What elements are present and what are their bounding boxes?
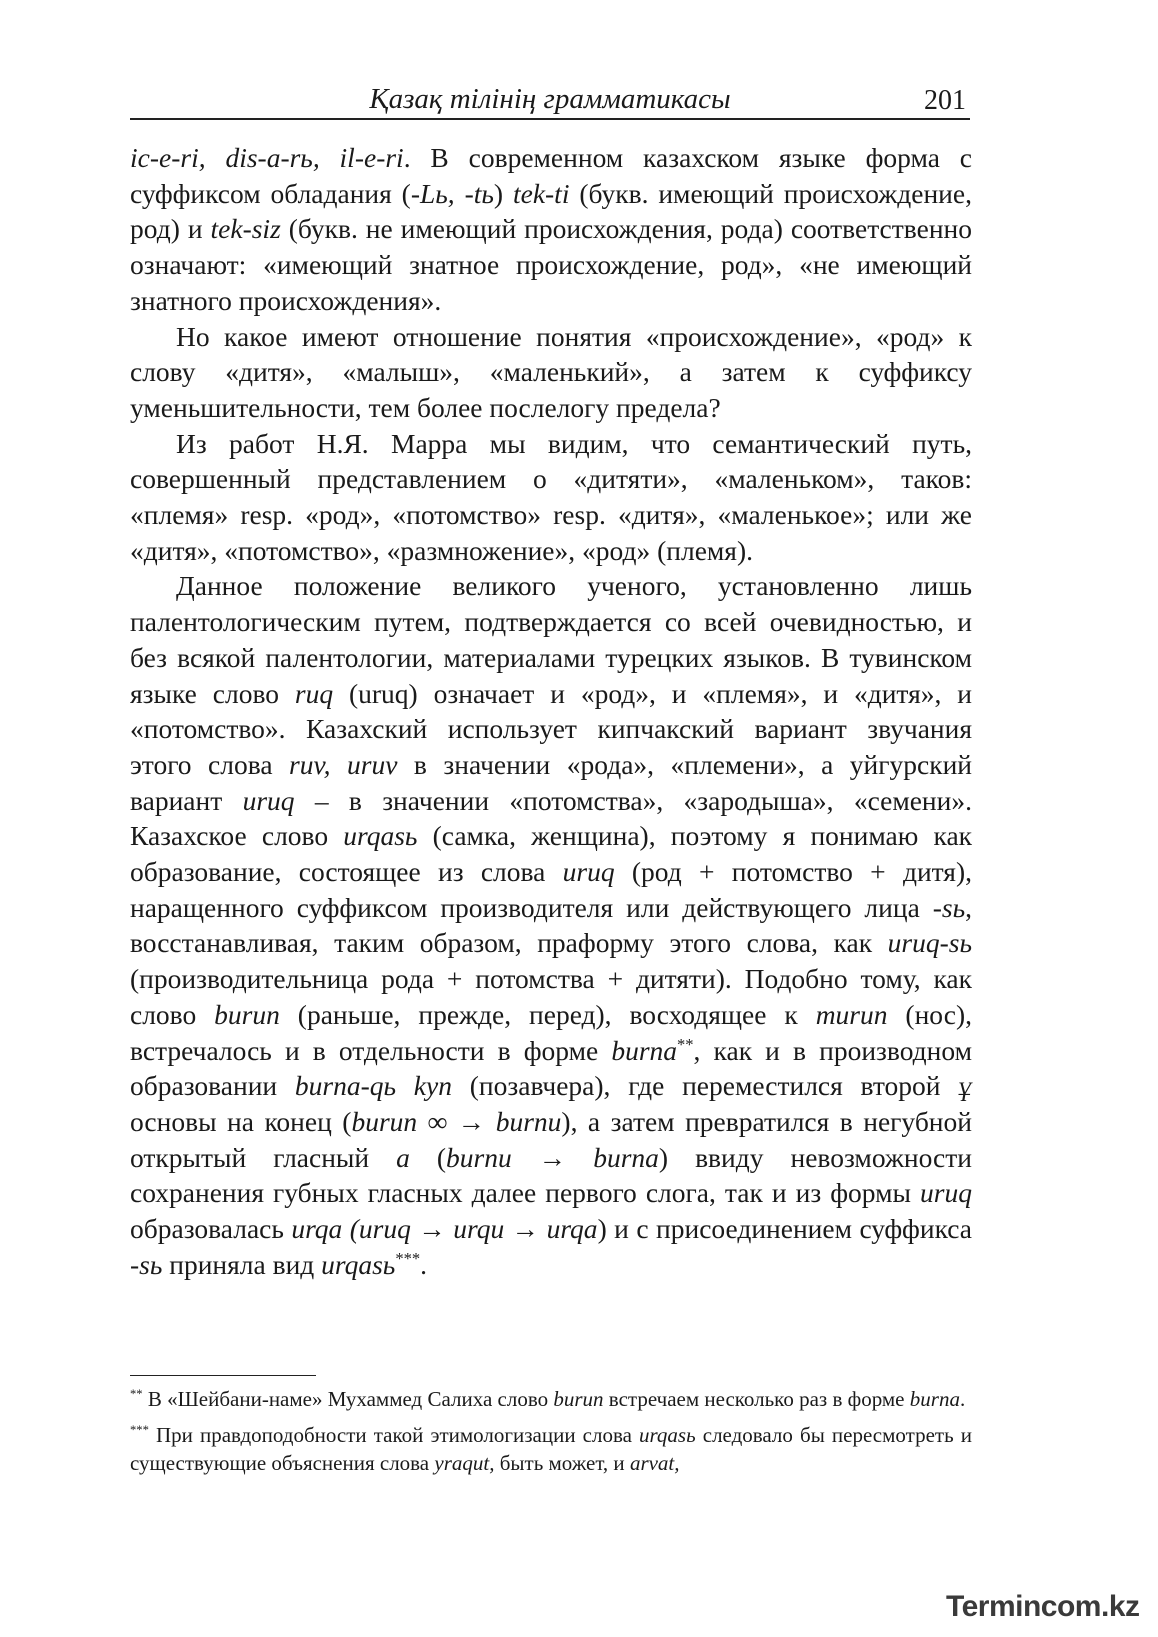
text-run: ) ввиду невозможности сохранения губных гласных далее первого слога, так и из формы: [130, 1141, 972, 1209]
text-run: (букв. не имеющий происхождения, рода) соответственно означают: «имеющий знатное происхождение, род», «не имеющий знатного происхождения».: [130, 213, 972, 316]
footnote-separator: [130, 1375, 316, 1376]
text-run: ) и с присоединением суффикса: [597, 1213, 972, 1245]
text-run: tek-siz: [210, 213, 281, 245]
text-run: быть может, и: [494, 1451, 630, 1475]
text-run: ***: [130, 1423, 149, 1437]
text-run: , как и в производном образовании: [130, 1034, 972, 1102]
text-run: arvat,: [629, 1451, 680, 1475]
watermark-logo: Termincom.kz: [946, 1590, 1140, 1623]
text-run: -sь: [130, 1248, 163, 1280]
text-run: .: [420, 1248, 427, 1280]
text-run: . В современном казахском языке форма с суффиксом обладания (: [130, 142, 972, 209]
footnote-1: [130, 1385, 972, 1413]
text-run: ұ: [958, 1070, 972, 1102]
text-run: ): [493, 177, 513, 209]
text-run: следовало бы пересмотреть и существующие объяснения слова: [130, 1423, 972, 1475]
text-run: burna: [909, 1387, 960, 1411]
text-run: murun: [815, 998, 888, 1030]
text-run: burun: [214, 998, 280, 1030]
text-run: Из работ Н.Я. Марра мы видим, что семантический путь, совершенный представлением о «дитяти», «маленьком», таков: «племя» resp. «род», «потомство» resp. «дитя», «маленькое»; или же «дитя», «потомство», «размножение», «род» (племя).: [130, 427, 972, 566]
text-run: ***: [395, 1248, 421, 1268]
text-run: urqasь: [343, 820, 418, 852]
paragraph-3: [130, 426, 972, 569]
text-run: urqasь: [639, 1423, 696, 1447]
text-run: urqa (uruq → urqu → urqa: [291, 1213, 598, 1245]
text-run: встречаем несколько раз в форме: [603, 1387, 910, 1411]
text-run: uruq: [242, 784, 295, 816]
text-run: a: [396, 1141, 410, 1173]
text-run: (позавчера), где переместился второй: [451, 1070, 959, 1102]
text-run: burun ∞ → burnu: [351, 1105, 562, 1137]
text-run: (производительница рода + потомства + дитяти). Подобно тому, как слово: [130, 963, 972, 1030]
text-run: (uruq) означает и «род», и «племя», и «дитя», и «потомство». Казахский использует кипчакский вариант звучания этого слова: [130, 677, 972, 780]
text-run: -Lь, -tь: [410, 177, 494, 209]
text-run: burnu → burna: [446, 1141, 659, 1173]
paragraph-1: [130, 140, 972, 319]
paragraph-2: [130, 319, 972, 426]
text-run: burun: [553, 1387, 604, 1411]
text-run: образовалась: [130, 1213, 292, 1245]
running-title: Қазақ тілінің грамматикасы: [369, 83, 731, 115]
text-run: (род + потомство + дитя), наращенного суффиксом производителя или действующего лица: [130, 856, 972, 923]
text-run: -sь: [932, 891, 966, 923]
text-run: (букв. имеющий происхождение, род) и: [130, 177, 972, 245]
text-run: yraqut,: [434, 1451, 495, 1475]
paragraph-4: [130, 568, 972, 1282]
text-run: Данное положение великого ученого, установленно лишь палентологическим путем, подтверждается со всей очевидностью, и без всякой палентологии, материалами турецких языков. В тувинском языке слово: [130, 570, 972, 709]
text-run: tek-ti: [512, 177, 570, 209]
text-run: **: [130, 1387, 143, 1401]
text-run: ic-e-ri, dis-a-rь, il-e-ri: [130, 142, 404, 173]
text-run: (: [409, 1141, 447, 1173]
text-run: uruq-sь: [887, 927, 972, 959]
text-run: – в значении «потомства», «зародыша», «семени». Казахское слово: [130, 784, 972, 852]
text-run: (нос), встречалось и в отдельности в форме: [130, 998, 972, 1066]
text-run: burna-qь kyn: [294, 1070, 452, 1102]
text-run: uruq: [920, 1177, 972, 1209]
text-run: .: [959, 1387, 966, 1411]
text-run: основы на конец (: [130, 1105, 352, 1137]
text-run: ruv, uruv: [289, 748, 398, 780]
footnotes: [130, 1385, 972, 1485]
text-run: в значении «рода», «племени», а уйгурский вариант: [130, 748, 973, 816]
text-run: uruq: [562, 856, 615, 888]
footnote-2: [130, 1421, 972, 1477]
text-run: urqasь: [321, 1248, 396, 1280]
text-run: ruq: [294, 677, 334, 709]
text-run: , восстанавливая, таким образом, праформу этого слова, как: [130, 891, 972, 959]
text-run: burna: [611, 1034, 678, 1066]
text-run: Но какое имеют отношение понятия «происхождение», «род» к слову «дитя», «малыш», «маленький», а затем к суффиксу уменьшительности, тем более послелогу предела?: [130, 320, 972, 423]
text-run: (раньше, прежде, перед), восходящее к: [279, 998, 816, 1030]
text-run: В «Шейбани-наме» Мухаммед Салиха слово: [142, 1387, 554, 1411]
page-header: [130, 82, 970, 120]
text-run: При правдоподобности такой этимологизации слова: [148, 1423, 640, 1447]
main-text: [130, 140, 972, 1283]
page-number: 201: [924, 85, 966, 116]
text-run: **: [677, 1034, 694, 1054]
text-run: (самка, женщина), поэтому я понимаю как образование, состоящее из слова: [130, 820, 973, 888]
text-run: приняла вид: [162, 1248, 322, 1280]
text-run: ), а затем превратился в негубной открытый гласный: [130, 1105, 972, 1173]
